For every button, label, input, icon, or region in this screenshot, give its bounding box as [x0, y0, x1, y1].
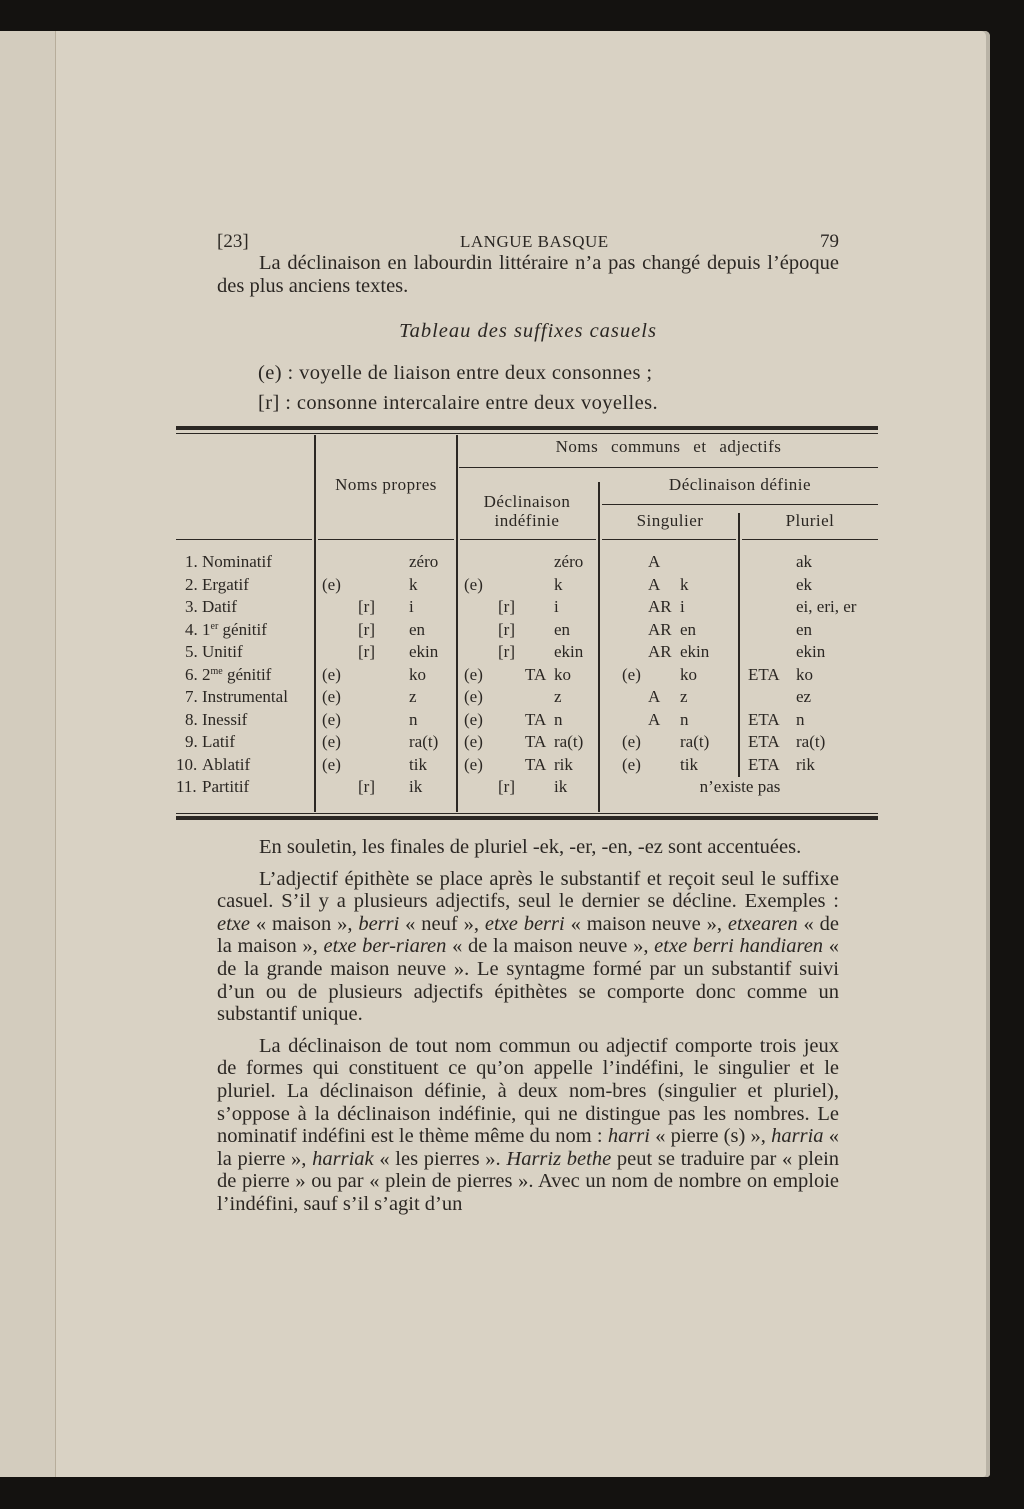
- case-name: 1er génitif: [202, 619, 267, 639]
- np-suffix: ra(t): [409, 732, 439, 751]
- ind-link: (e): [464, 732, 483, 751]
- ind-suffix: en: [554, 619, 571, 639]
- case-number: 4.: [185, 619, 198, 639]
- text-run: « de la maison »,: [217, 912, 839, 958]
- pl-suffix: ra(t): [796, 732, 826, 751]
- sg-suffix: ra(t): [680, 732, 710, 751]
- pl-article: ETA: [748, 732, 780, 751]
- table-row: [176, 575, 878, 598]
- pl-article: ETA: [748, 664, 780, 684]
- ind-suffix: z: [554, 687, 562, 706]
- table-row: [176, 710, 878, 733]
- header-singulier: Singulier: [636, 511, 704, 530]
- np-suffix: ik: [409, 777, 423, 796]
- table-row: [176, 732, 878, 755]
- sg-suffix: n: [680, 709, 689, 729]
- legend-text: : voyelle de liaison entre deux consonnes ;: [287, 362, 653, 384]
- np-link: (e): [322, 709, 341, 729]
- sg-suffix: ekin: [680, 642, 710, 661]
- paragraph-adjectif: [217, 868, 839, 1026]
- ind-suffix: ekin: [554, 642, 584, 661]
- ind-suffix: ko: [554, 664, 571, 684]
- np-suffix: ekin: [409, 642, 439, 661]
- ind-link: (e): [464, 754, 483, 774]
- ind-suffix: ik: [554, 777, 568, 796]
- header-rule: [459, 467, 878, 468]
- table-row: [176, 597, 878, 620]
- basque-term: berri: [358, 912, 400, 935]
- np-link: [r]: [358, 777, 375, 796]
- pl-suffix: ez: [796, 687, 812, 706]
- np-link: [r]: [358, 597, 375, 616]
- text-run: peut se traduire par « plein de pierre » ou par « plein de pierres ». Avec un nom de nombre on emploie l’indéfini, sauf s’il s’agit d’un: [217, 1147, 840, 1215]
- case-name: Latif: [202, 732, 236, 751]
- header-declinaison-definie: Déclinaison définie: [668, 475, 812, 494]
- header-noms-communs: Noms communs et adjectifs: [555, 437, 782, 456]
- sg-article: A: [648, 709, 661, 729]
- ind-link: [r]: [498, 777, 515, 796]
- case-name: $2^{me}$ génitif: [202, 664, 272, 684]
- case-number: 3.: [185, 597, 198, 616]
- ind-suffix: k: [554, 574, 563, 594]
- np-suffix: i: [409, 597, 414, 616]
- text-run: « maison »,: [250, 912, 359, 935]
- basque-term: harriak: [312, 1147, 374, 1170]
- table-row: [176, 755, 878, 778]
- basque-term: etxe berri: [484, 912, 565, 935]
- np-link: [r]: [358, 619, 375, 639]
- table-row: [176, 642, 878, 665]
- text-run: « de la maison neuve »,: [446, 935, 655, 958]
- text-run: « de la grande maison neuve ». Le syntagme formé par un substantif suivi d’un ou de plusieurs adjectifs épithètes se comporte donc comme un substantif unique.: [217, 935, 840, 1026]
- sg-link: (e): [622, 732, 641, 751]
- pl-suffix: ko: [796, 664, 813, 684]
- np-suffix: en: [409, 619, 426, 639]
- sg-article: AR: [648, 642, 672, 661]
- ind-ta: TA: [525, 664, 547, 684]
- basque-term: etxe ber-riaren: [323, 935, 447, 958]
- text-run: « neuf »,: [399, 912, 485, 935]
- case-number: 8.: [185, 709, 198, 729]
- sg-article: A: [648, 687, 661, 706]
- text-run: L’adjectif épithète se place après le substantif et reçoit seul le suffixe casuel. S’il y a plusieurs adjectifs, seul le dernier se décline. Exemples :: [217, 867, 839, 913]
- header-bottom-rule: [318, 539, 454, 540]
- section-number: [23]: [217, 231, 249, 252]
- np-link: (e): [322, 732, 341, 751]
- table-row: [176, 777, 878, 800]
- ind-suffix: ra(t): [554, 732, 584, 751]
- case-name: Datif: [202, 597, 237, 616]
- ind-suffix: zéro: [554, 552, 584, 571]
- legend-item: [258, 388, 658, 418]
- pl-suffix: ei, eri, er: [796, 597, 857, 616]
- ind-suffix: rik: [554, 754, 573, 774]
- basque-term: harri: [607, 1125, 650, 1148]
- ind-link: (e): [464, 664, 483, 684]
- header-declinaison-indefinie: Déclinaison indéfinie: [483, 492, 571, 530]
- np-suffix: k: [409, 574, 418, 594]
- ind-link: (e): [464, 687, 483, 706]
- ind-ta: TA: [525, 754, 547, 774]
- sg-suffix: en: [680, 619, 697, 639]
- basque-term: etxe berri handiaren: [654, 935, 824, 958]
- sg-suffix: i: [680, 597, 685, 616]
- pl-suffix: ak: [796, 552, 813, 571]
- sg-link: (e): [622, 754, 641, 774]
- pl-suffix: ek: [796, 574, 813, 594]
- sg-article: AR: [648, 597, 672, 616]
- pl-article: ETA: [748, 754, 780, 774]
- table-caption: Tableau des suffixes casuels: [399, 320, 657, 342]
- sg-suffix: z: [680, 687, 688, 706]
- sg-suffix: tik: [680, 754, 698, 774]
- intro-paragraph: [217, 252, 839, 297]
- paragraph-souletin: En souletin, les finales de pluriel -ek, -er, -en, -ez sont accentuées.: [259, 836, 802, 858]
- np-link: (e): [322, 664, 341, 684]
- case-number: 2.: [185, 574, 198, 594]
- pl-suffix: n: [796, 709, 805, 729]
- case-number: 1.: [185, 552, 198, 571]
- sg-article: A: [648, 552, 661, 571]
- ind-suffix: i: [554, 597, 559, 616]
- case-name: Partitif: [202, 777, 250, 796]
- np-link: (e): [322, 687, 341, 706]
- np-suffix: zéro: [409, 552, 439, 571]
- previous-page-edge: [0, 31, 56, 1477]
- sg-article: A: [648, 574, 661, 594]
- text-run: La déclinaison de tout nom commun ou adjectif comporte trois jeux de formes qui constituent ce qu’on appelle l’indéfini, le singulier et le pluriel. La déclinaison définie, à deux nom-bres (singulier et pluriel), s’oppose à la déclinaison indéfinie, qui ne distingue pas les nombres. Le nominatif indéfini est le thème même du nom :: [217, 1034, 839, 1148]
- case-number: 5.: [185, 642, 198, 661]
- np-suffix: tik: [409, 754, 427, 774]
- sg-suffix: k: [680, 574, 689, 594]
- paragraph-declinaison: [217, 1035, 839, 1216]
- sg-article: AR: [648, 619, 672, 639]
- legend-symbol: (e): [258, 362, 282, 384]
- basque-term: Harriz bethe: [506, 1147, 612, 1170]
- case-name: Ablatif: [202, 754, 251, 774]
- case-name: Unitif: [202, 642, 243, 661]
- header-bottom-rule: [460, 539, 596, 540]
- ind-link: [r]: [498, 597, 515, 616]
- case-suffix-table: [176, 425, 878, 820]
- ind-link: [r]: [498, 619, 515, 639]
- case-number: 7.: [185, 687, 198, 706]
- page-number: 79: [819, 231, 839, 252]
- table-top-rule-thin: [176, 433, 878, 434]
- pl-article: ETA: [748, 709, 780, 729]
- sg-link: (e): [622, 664, 641, 684]
- ind-link: [r]: [498, 642, 515, 661]
- header-pluriel: Pluriel: [785, 511, 835, 530]
- table-top-rule: [176, 426, 878, 430]
- ind-link: (e): [464, 709, 483, 729]
- legend-text: : consonne intercalaire entre deux voyelles.: [285, 392, 659, 414]
- table-bottom-rule-thin: [176, 813, 878, 814]
- case-number: 10.: [176, 754, 198, 774]
- header-bottom-rule: [602, 539, 736, 540]
- table-legend: [258, 358, 658, 418]
- case-name: Instrumental: [202, 687, 288, 706]
- pl-suffix: ekin: [796, 642, 826, 661]
- table-bottom-rule: [176, 816, 878, 820]
- sg-suffix: ko: [680, 664, 697, 684]
- case-name: Ergatif: [202, 574, 249, 594]
- np-suffix: n: [409, 709, 418, 729]
- pl-suffix: en: [796, 619, 813, 639]
- text-run: « la pierre »,: [217, 1125, 840, 1170]
- body-text: [217, 836, 839, 1216]
- case-number: 9.: [185, 732, 198, 751]
- table-row: [176, 552, 878, 575]
- ind-link: (e): [464, 574, 483, 594]
- intro-text: La déclinaison en labourdin littéraire n’a pas changé depuis l’époque des plus anciens textes.: [217, 252, 839, 297]
- header-noms-propres: Noms propres: [335, 475, 437, 494]
- text-run: « maison neuve »,: [564, 912, 728, 935]
- text-run: « les pierres ».: [373, 1147, 507, 1170]
- case-number: 11.: [176, 777, 197, 796]
- legend-item: [258, 358, 658, 388]
- definite-na: n’existe pas: [699, 777, 781, 796]
- running-title: LANGUE BASQUE: [460, 232, 609, 251]
- ind-ta: TA: [525, 732, 547, 751]
- table-row: [176, 687, 878, 710]
- table-row: [176, 665, 878, 688]
- header-bottom-rule: [176, 539, 312, 540]
- basque-term: etxearen: [727, 912, 798, 935]
- case-name: Inessif: [202, 709, 248, 729]
- basque-term: etxe: [217, 912, 250, 935]
- basque-term: harria: [771, 1125, 824, 1148]
- np-link: (e): [322, 574, 341, 594]
- pl-suffix: rik: [796, 754, 815, 774]
- case-name: Nominatif: [202, 552, 272, 571]
- running-head: [217, 231, 839, 253]
- text-run: « pierre (s) »,: [649, 1125, 772, 1148]
- table-row: [176, 620, 878, 643]
- np-link: [r]: [358, 642, 375, 661]
- np-suffix: z: [409, 687, 417, 706]
- header-bottom-rule: [742, 539, 878, 540]
- legend-symbol: [r]: [258, 392, 280, 414]
- case-number: 6.: [185, 664, 198, 684]
- header-rule: [602, 504, 878, 505]
- ind-suffix: n: [554, 709, 563, 729]
- np-link: (e): [322, 754, 341, 774]
- np-suffix: ko: [409, 664, 426, 684]
- ind-ta: TA: [525, 709, 547, 729]
